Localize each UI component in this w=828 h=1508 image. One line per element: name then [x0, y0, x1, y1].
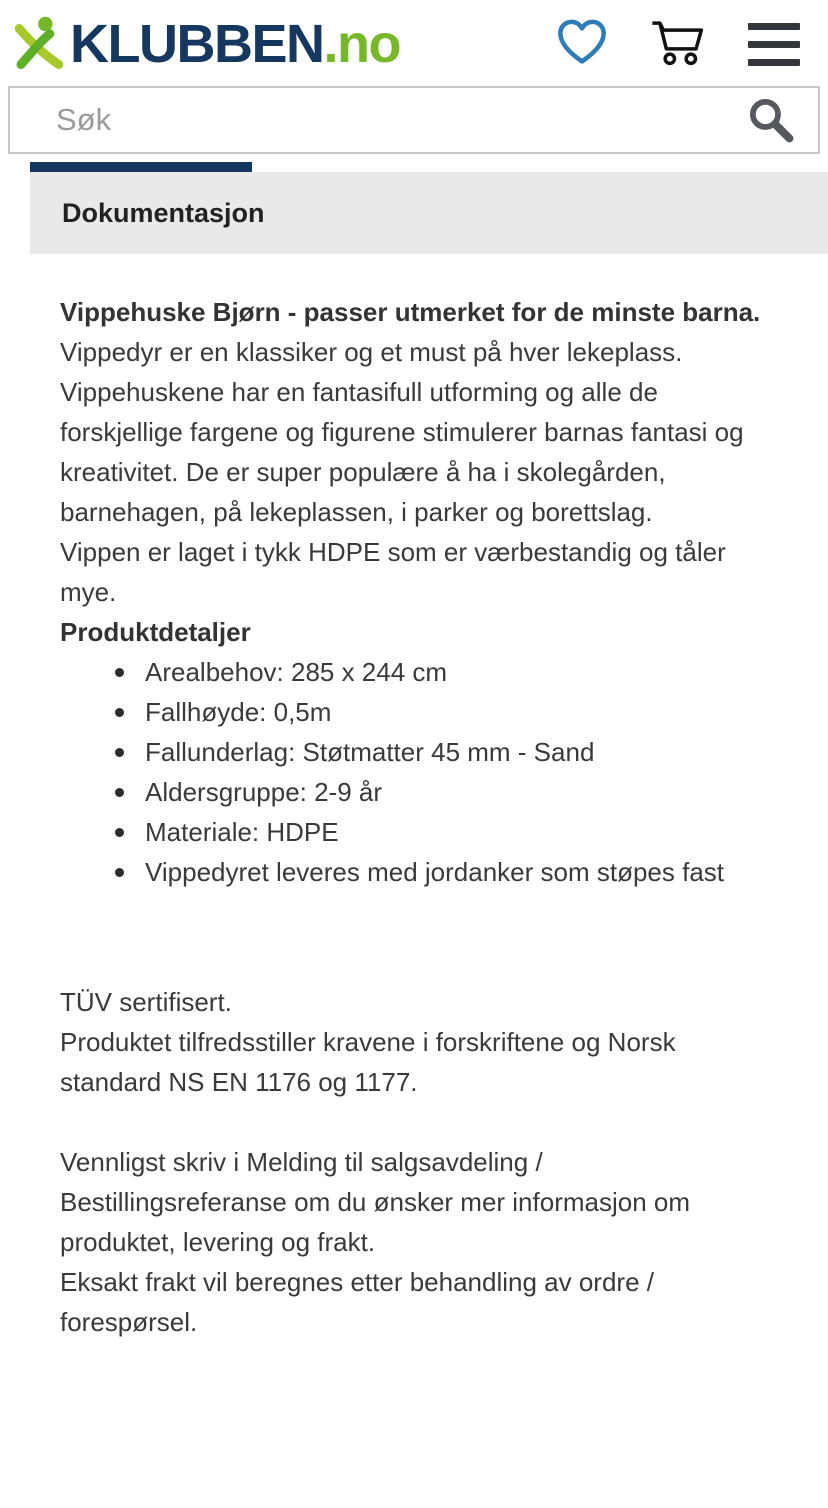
- list-item: Aldersgruppe: 2-9 år: [115, 772, 772, 812]
- shipping-note-1: Vennligst skriv i Melding til salgsavdeling / Bestillingsreferanse om du ønsker mer informasjon om produktet, levering og frakt.: [60, 1147, 691, 1257]
- brand-logo[interactable]: [12, 13, 400, 76]
- search-bar: [8, 86, 820, 154]
- shipping-note-2: Eksakt frakt vil beregnes etter behandling av ordre / forespørsel.: [60, 1267, 654, 1337]
- certification-block: [60, 982, 772, 1102]
- product-heading: Vippehuske Bjørn - passer utmerket for de minste barna.: [60, 297, 761, 327]
- section-title: Dokumentasjon: [62, 197, 265, 228]
- details-heading: Produktdetaljer: [60, 617, 251, 647]
- favorites-button[interactable]: [556, 19, 608, 70]
- list-item: Vippedyret leveres med jordanker som støpes fast: [115, 852, 772, 892]
- certification-text: TÜV sertifisert.: [60, 987, 232, 1017]
- standards-text: Produktet tilfredsstiller kravene i forskriftene og Norsk standard NS EN 1176 og 1177.: [60, 1027, 676, 1097]
- shopping-cart-icon: [650, 18, 706, 71]
- active-tab-indicator: [30, 162, 252, 172]
- cart-button[interactable]: [650, 18, 706, 71]
- tab-dokumentasjon[interactable]: [30, 172, 828, 254]
- documentation-content: [0, 254, 828, 1342]
- header-icons: [556, 18, 800, 71]
- menu-button[interactable]: [748, 23, 800, 66]
- product-intro-1: Vippedyr er en klassiker og et must på hver lekeplass. Vippehuskene har en fantasifull utforming og alle de forskjellige fargene og figurene stimulerer barnas fantasi og kreativitet. De er super populære å ha i skolegården, barnehagen, på lekeplassen, i parker og borettslag.: [60, 337, 744, 527]
- person-jumping-icon: [12, 13, 66, 76]
- heart-icon: [556, 19, 608, 70]
- magnifier-icon: [746, 95, 794, 146]
- app-header: [0, 0, 828, 86]
- search-button[interactable]: [746, 95, 818, 146]
- hamburger-menu-icon: [748, 23, 800, 66]
- list-item: Arealbehov: 285 x 244 cm: [115, 652, 772, 692]
- list-item: Materiale: HDPE: [115, 812, 772, 852]
- list-item: Fallunderlag: Støtmatter 45 mm - Sand: [115, 732, 772, 772]
- brand-name: KLUBBEN.no: [70, 14, 400, 74]
- product-intro-2: Vippen er laget i tykk HDPE som er værbestandig og tåler mye.: [60, 537, 726, 607]
- search-input[interactable]: [10, 88, 746, 152]
- product-details-list: [60, 652, 772, 892]
- list-item: Fallhøyde: 0,5m: [115, 692, 772, 732]
- shipping-notes-block: [60, 1142, 772, 1342]
